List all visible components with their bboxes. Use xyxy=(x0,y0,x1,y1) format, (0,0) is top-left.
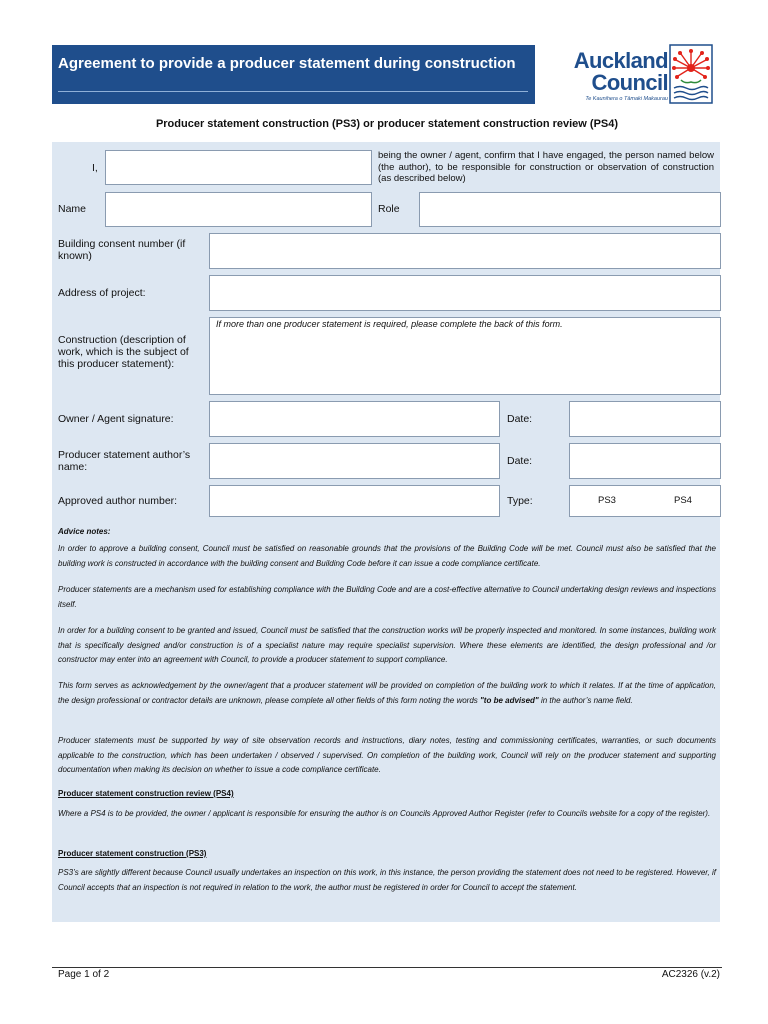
advice-paragraph-2: Producer statements are a mechanism used for establishing compliance with the Building Code and are a cost-effective alternative to Council undertaking design reviews and inspections itself. xyxy=(58,585,716,609)
form-title: Agreement to provide a producer statement during construction xyxy=(58,55,516,72)
logo-word-auckland: Auckland xyxy=(573,48,668,73)
type-option-ps3[interactable]: PS3 xyxy=(598,495,616,506)
ps4-paragraph: Where a PS4 is to be provided, the owner / applicant is responsible for ensuring the author is on Councils Approved Author Register (refer to Councils website for a copy of the register). xyxy=(58,809,711,818)
address-field[interactable] xyxy=(209,275,721,311)
advice-paragraph-4: This form serves as acknowledgement by the owner/agent that a producer statement will be provided on completion of the building work to which it relates. If at the time of application, the design professional or contractor details are unknown, please complete all other fields of this form noting the words "to be advised" in the author’s name field. xyxy=(58,681,716,705)
ps3-paragraph: PS3’s are slightly different because Council usually undertakes an inspection on this work, in this instance, the person providing the statement does not need to be registered. However, if Council accepts that an inspection is not required in relation to the work, the author must be registered in order for Council to accept the statement. xyxy=(58,868,716,892)
role-label: Role xyxy=(378,203,400,215)
author-field[interactable] xyxy=(209,443,500,479)
title-banner xyxy=(52,45,535,104)
approved-author-label: Approved author number: xyxy=(58,495,178,507)
signature-date-field[interactable] xyxy=(569,401,721,437)
type-label: Type: xyxy=(507,495,533,507)
date-label-2: Date: xyxy=(507,455,533,467)
i-label: I, xyxy=(92,162,98,174)
date-label: Date: xyxy=(507,413,533,425)
author-label: Producer statement author’s name: xyxy=(58,449,191,473)
author-date-field[interactable] xyxy=(569,443,721,479)
owner-name-field[interactable] xyxy=(105,150,372,185)
role-field[interactable] xyxy=(419,192,721,227)
form-subtitle: Producer statement construction (PS3) or producer statement construction review (PS4) xyxy=(155,118,619,130)
title-divider xyxy=(58,91,528,92)
engagement-statement: being the owner / agent, confirm that I have engaged, the person named below (the author), to be responsible for construction or observation of construction (as described below) xyxy=(378,150,714,184)
ps3-heading: Producer statement construction (PS3) xyxy=(58,849,207,858)
advice-paragraph-5: Producer statements must be supported by way of site observation records and instructions, diary notes, testing and commissioning certificates, warranties, or such documents applicable to the construction, which has been undertaken / observed / supervised. On completion of the building work, Council will rely on the producer statement and supporting documentation when making its decision on whether to issue a code compliance certificate. xyxy=(58,736,716,774)
consent-number-label: Building consent number (if known) xyxy=(58,238,186,262)
logo-word-council: Council xyxy=(591,70,668,95)
approved-author-field[interactable] xyxy=(209,485,500,517)
logo-tagline: Te Kaunihera o Tāmaki Makaurau xyxy=(585,96,668,102)
advice-notes-heading: Advice notes: xyxy=(58,527,111,536)
auckland-council-logo xyxy=(556,44,726,106)
signature-label: Owner / Agent signature: xyxy=(58,413,174,425)
advice-paragraph-3: In order for a building consent to be granted and issued, Council must be satisfied that the construction works will be properly inspected and monitored. In some instances, building work that is specifically designed and/or construction is of a specialist nature may require specialist supervision. Where these elements are identified, the design professional and /or constructor may enter into an agreement with Council, to provide a producer statement to support compliance. xyxy=(58,626,716,664)
page-number: Page 1 of 2 xyxy=(58,969,110,980)
signature-field[interactable] xyxy=(209,401,500,437)
name-label: Name xyxy=(58,203,87,215)
footer-divider xyxy=(52,967,722,968)
type-selector xyxy=(569,485,721,517)
consent-number-field[interactable] xyxy=(209,233,721,269)
author-name-field[interactable] xyxy=(105,192,372,227)
form-code: AC2326 (v.2) xyxy=(661,969,720,980)
type-option-ps4[interactable]: PS4 xyxy=(674,495,692,506)
advice-paragraph-1: In order to approve a building consent, Council must be satisfied on reasonable grounds that the provisions of the Building Code will be met. Council must also be satisfied that the building work is constructed in accordance with the building consent and Building Code before it can issue a code compliance certificate. xyxy=(58,544,716,568)
ps4-heading: Producer statement construction review (PS4) xyxy=(58,789,234,798)
address-label: Address of project: xyxy=(58,287,146,299)
pohutukawa-flower-icon xyxy=(669,44,713,104)
construction-label: Construction (description of work, which is the subject of this producer statement): xyxy=(58,334,189,370)
construction-hint: If more than one producer statement is required, please complete the back of this form. xyxy=(216,319,563,329)
